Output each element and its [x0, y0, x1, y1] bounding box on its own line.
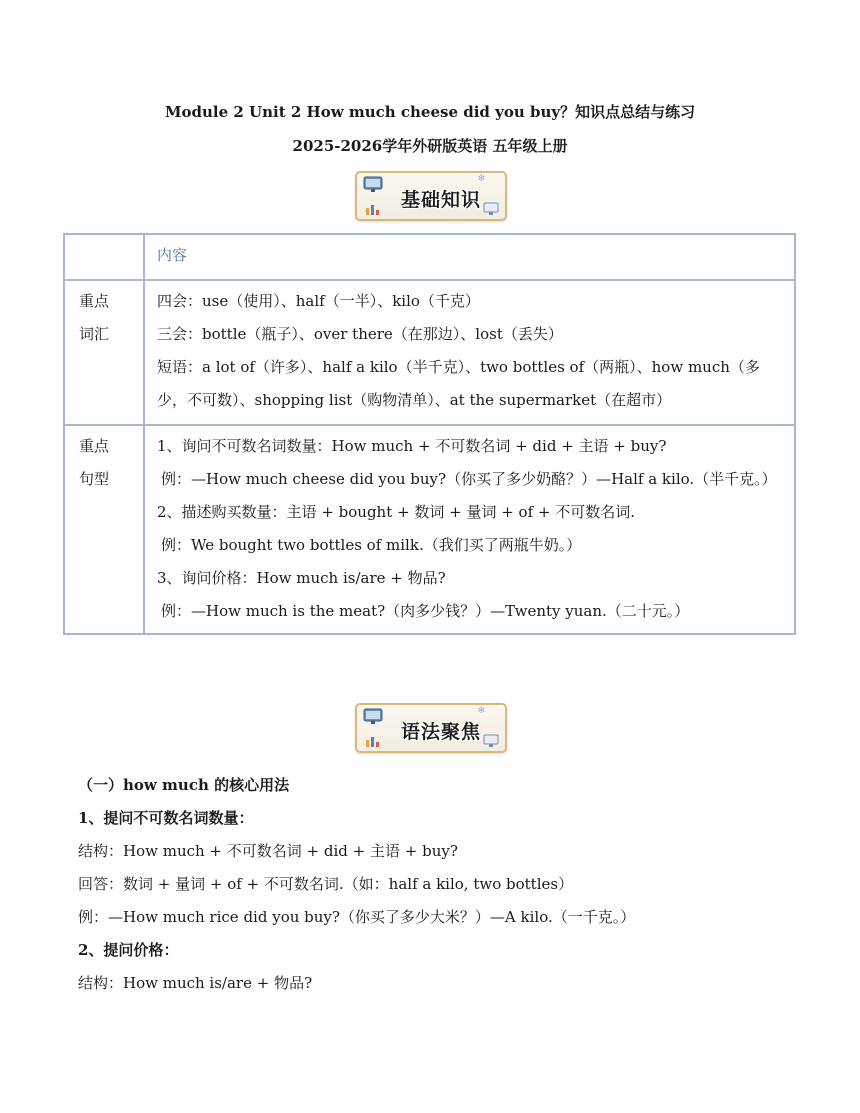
row-label-sentences: [64, 425, 144, 634]
bar-chart-icon: [365, 203, 381, 215]
vocab-content: [144, 280, 795, 425]
grammar-section: [78, 769, 818, 1000]
sentence-example: 例：—How much cheese did you buy?（你买了多少奶酪？）—Half a kilo.（半千克。）: [161, 470, 777, 488]
grammar-subheading: 1、提问不可数名词数量：: [78, 809, 254, 827]
grammar-line: 结构：How much + 不可数名词 + did + 主语 + buy?: [78, 842, 458, 860]
section-badge-basic-knowledge: [355, 171, 507, 221]
snowflake-icon: ✻: [477, 706, 485, 716]
bar-chart-icon: [365, 735, 381, 747]
grammar-subheading: 2、提问价格：: [78, 941, 179, 959]
grammar-line: 例：—How much rice did you buy?（你买了多少大米？）—A kilo.（一千克。）: [78, 908, 636, 926]
vocab-line: 短语：a lot of（许多）、half a kilo（半千克）、two bottles of（两瓶）、how much（多: [157, 358, 760, 376]
row-label-line: 句型: [79, 470, 110, 488]
sentence-example: 例：We bought two bottles of milk.（我们买了两瓶牛奶。）: [161, 536, 582, 554]
grammar-line: 结构：How much is/are + 物品?: [78, 974, 313, 992]
sentence-example: 例：—How much is the meat?（肉多少钱？）—Twenty yuan.（二十元。）: [161, 602, 690, 620]
row-label-vocab: [64, 280, 144, 425]
sentence-line: 3、询问价格：How much is/are + 物品?: [157, 569, 446, 587]
grammar-line: 回答：数词 + 量词 + of + 不可数名词.（如：half a kilo, two bottles）: [78, 875, 574, 893]
knowledge-table: [63, 233, 796, 635]
grammar-heading: （一）how much 的核心用法: [78, 776, 290, 794]
section-label: 基础知识: [400, 189, 481, 211]
table-header-content: 内容: [144, 234, 795, 280]
monitor-icon: [363, 708, 383, 726]
table-header-row: [64, 234, 795, 280]
section-label: 语法聚焦: [400, 721, 481, 743]
sentence-line: 1、询问不可数名词数量：How much + 不可数名词 + did + 主语 + buy?: [157, 437, 667, 455]
document-subtitle: 2025-2026学年外研版英语 五年级上册: [292, 137, 568, 155]
sentence-line: 2、描述购买数量：主语 + bought + 数词 + 量词 + of + 不可数名词.: [157, 503, 636, 521]
table-header-empty-cell: [64, 234, 144, 280]
snowflake-icon: ✻: [477, 174, 485, 184]
document-title: Module 2 Unit 2 How much cheese did you buy？知识点总结与练习: [164, 103, 696, 121]
row-label-line: 重点: [79, 437, 110, 455]
row-label-line: 重点: [79, 292, 110, 310]
vocab-line: 三会：bottle（瓶子）、over there（在那边）、lost（丢失）: [157, 325, 563, 343]
vocab-line: 少，不可数）、shopping list（购物清单）、at the supermarket（在超市）: [157, 391, 672, 409]
section-badge-grammar-focus: [355, 703, 507, 753]
vocab-line: 四会：use（使用）、half（一半）、kilo（千克）: [157, 292, 480, 310]
table-row-sentences: [64, 425, 795, 634]
sentences-content: [144, 425, 795, 634]
row-label-line: 词汇: [79, 325, 110, 343]
table-row-vocab: [64, 280, 795, 425]
monitor-icon: [363, 176, 383, 194]
